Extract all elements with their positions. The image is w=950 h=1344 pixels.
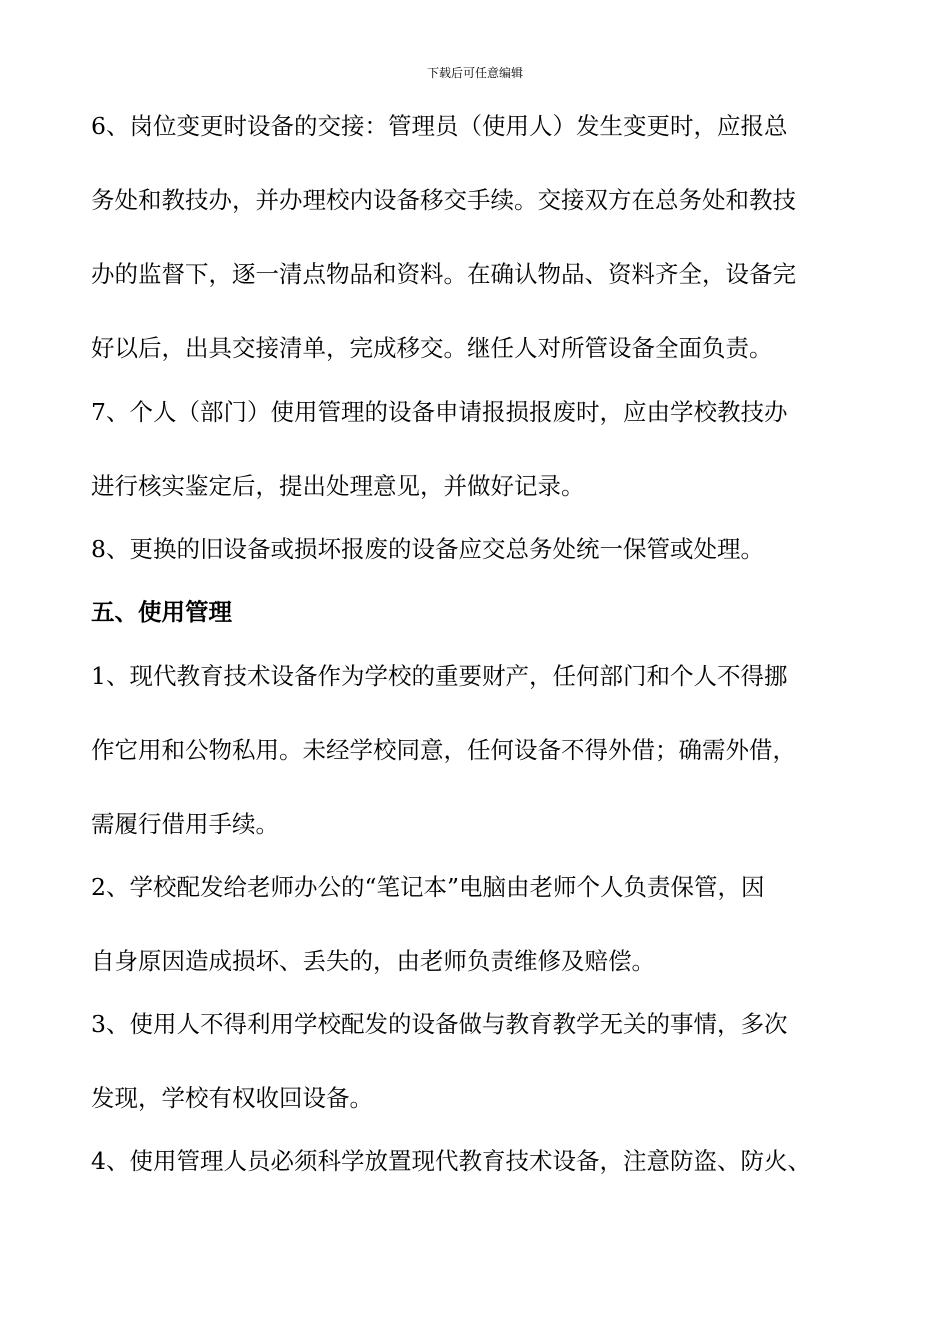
- text-line: 办的监督下，逐一清点物品和资料。在确认物品、资料齐全，设备完: [91, 260, 796, 288]
- text-line: 3、使用人不得利用学校配发的设备做与教育教学无关的事情，多次: [91, 1010, 788, 1038]
- text-line: 好以后，出具交接清单，完成移交。继任人对所管设备全面负责。: [91, 334, 773, 362]
- text-line: 4、使用管理人员必须科学放置现代教育技术设备，注意防盗、防火、: [91, 1147, 811, 1175]
- text-line: 进行核实鉴定后，提出处理意见，并做好记录。: [91, 472, 585, 500]
- text-line: 发现，学校有权收回设备。: [91, 1084, 373, 1112]
- text-line: 2、学校配发给老师办公的“笔记本”电脑由老师个人负责保管，因: [91, 873, 765, 901]
- text-line: 8、更换的旧设备或损坏报废的设备应交总务处统一保管或处理。: [91, 535, 764, 563]
- text-line: 务处和教技办，并办理校内设备移交手续。交接双方在总务处和教技: [91, 186, 796, 214]
- text-line: 1、现代教育技术设备作为学校的重要财产，任何部门和个人不得挪: [91, 662, 788, 690]
- text-line: 自身原因造成损坏、丢失的，由老师负责维修及赔偿。: [91, 947, 655, 975]
- page-header: 下载后可任意编辑: [426, 66, 523, 80]
- section-heading: 五、使用管理: [91, 598, 232, 626]
- text-line: 作它用和公物私用。未经学校同意，任何设备不得外借；确需外借，: [91, 736, 796, 764]
- text-line: 6、岗位变更时设备的交接：管理员（使用人）发生变更时，应报总: [91, 112, 788, 140]
- text-line: 需履行借用手续。: [91, 810, 279, 838]
- text-line: 7、个人（部门）使用管理的设备申请报损报废时，应由学校教技办: [91, 398, 788, 426]
